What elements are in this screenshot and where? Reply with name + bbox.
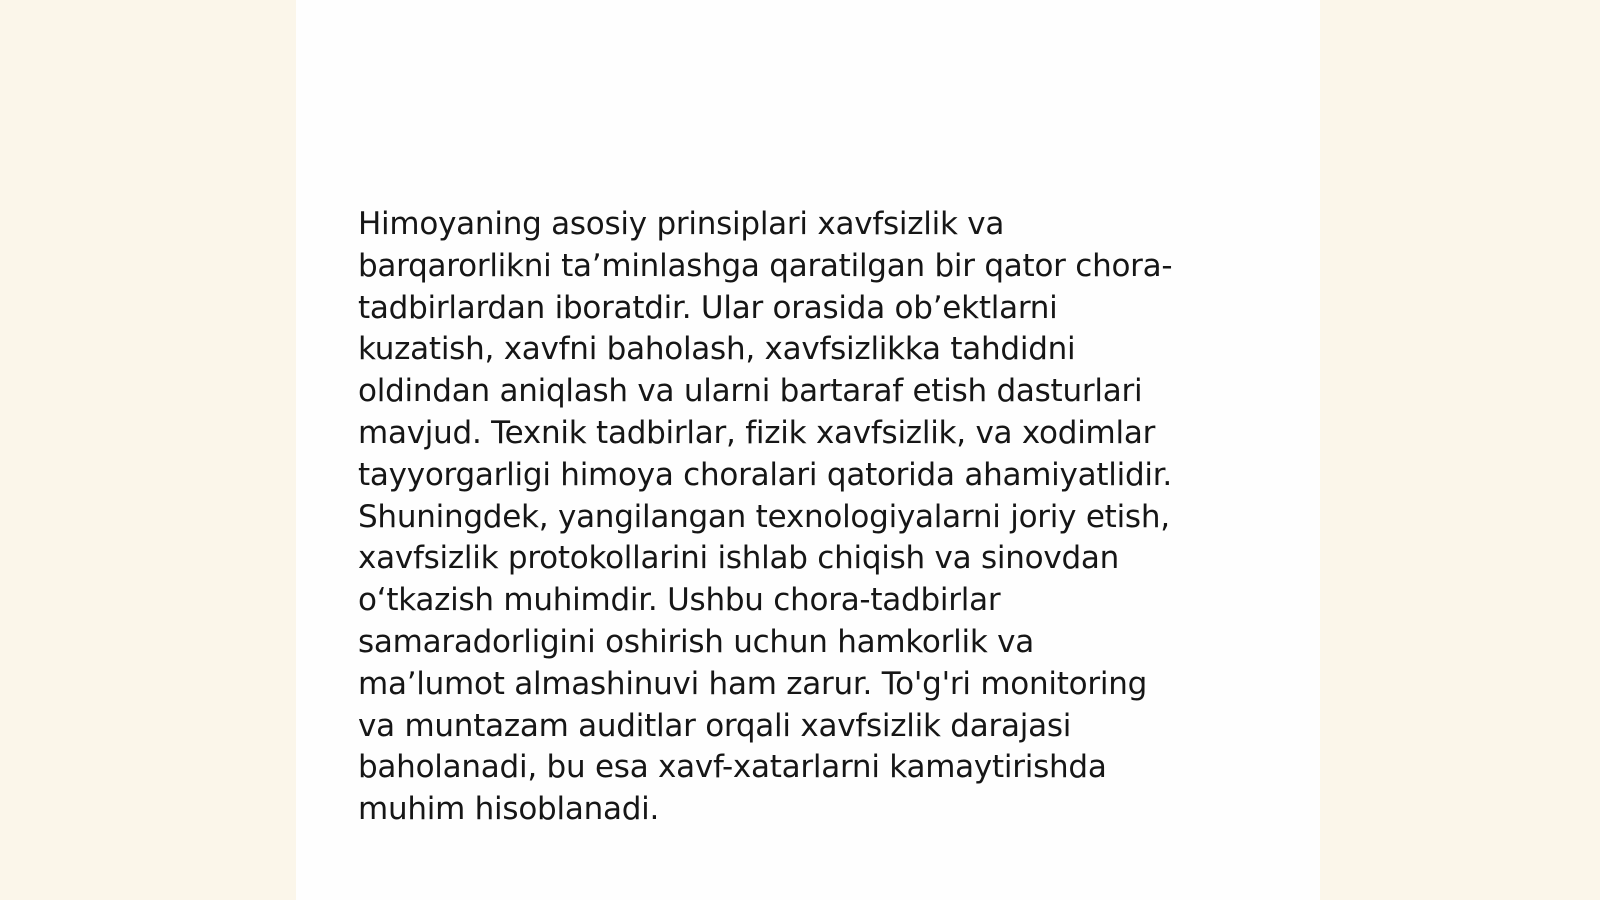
paragraph-line: samaradorligini oshirish uchun hamkorlik va [358, 623, 1035, 660]
paragraph-line: va muntazam auditlar orqali xavfsizlik darajasi [358, 707, 1072, 744]
paragraph-line: baholanadi, bu esa xavf-xatarlarni kamaytirishda [358, 749, 1107, 786]
paragraph-line: mavjud. Texnik tadbirlar, fizik xavfsizlik, va xodimlar [358, 414, 1156, 451]
paragraph-line: tadbirlardan iboratdir. Ular orasida ob’ektlarni [358, 289, 1058, 326]
paragraph-line: barqarorlikni ta’minlashga qaratilgan bir qator chora- [358, 247, 1173, 284]
slide-body-paragraph [358, 204, 1238, 831]
paragraph-line: xavfsizlik protokollarini ishlab chiqish va sinovdan [358, 540, 1120, 577]
paragraph-line: ma’lumot almashinuvi ham zarur. To'g'ri monitoring [358, 665, 1148, 702]
paragraph-line: Himoyaning asosiy prinsiplari xavfsizlik va [358, 206, 1005, 242]
paragraph-line: oldindan aniqlash va ularni bartaraf etish dasturlari [358, 373, 1143, 410]
paragraph-line: kuzatish, xavfni baholash, xavfsizlikka tahdidni [358, 331, 1076, 368]
paragraph-line: muhim hisoblanadi. [358, 791, 660, 828]
slide [296, 0, 1320, 900]
paragraph-line: o‘tkazish muhimdir. Ushbu chora-tadbirlar [358, 582, 1001, 619]
paragraph-line: Shuningdek, yangilangan texnologiyalarni joriy etish, [358, 498, 1170, 535]
paragraph-line: tayyorgarligi himoya choralari qatorida ahamiyatlidir. [358, 456, 1173, 493]
